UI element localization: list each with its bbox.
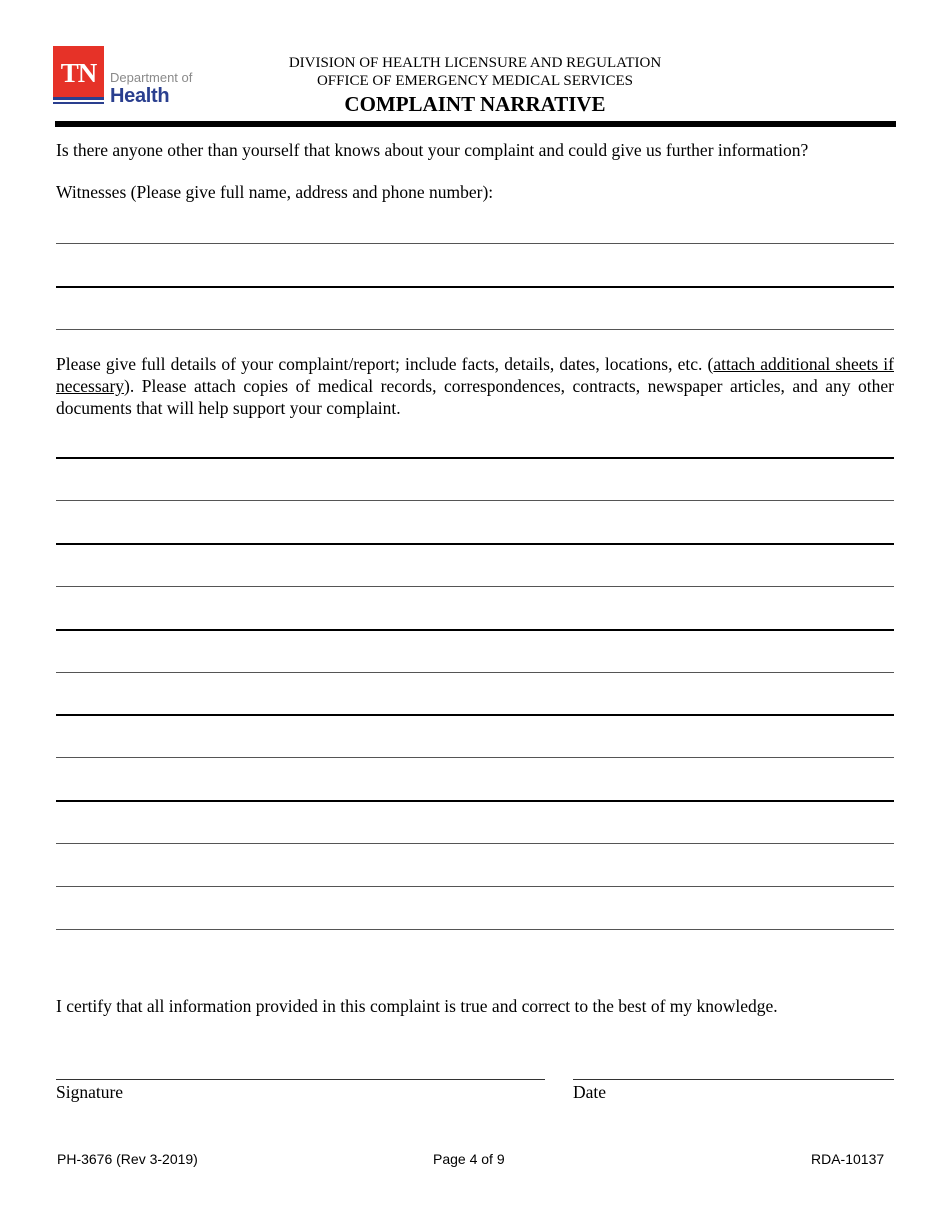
logo-health-text: Health — [110, 85, 170, 107]
page-title: COMPLAINT NARRATIVE — [344, 92, 606, 116]
division-name: DIVISION OF HEALTH LICENSURE AND REGULATION — [288, 55, 662, 71]
date-line[interactable] — [573, 1079, 894, 1080]
signature-label: Signature — [56, 1082, 124, 1102]
narrative-line-9[interactable] — [56, 800, 894, 802]
witness-line-2[interactable] — [56, 286, 894, 288]
logo-underline — [53, 97, 104, 100]
certification-statement: I certify that all information provided in this complaint is true and correct to the best of my knowledge. — [56, 996, 778, 1016]
narrative-line-1[interactable] — [56, 457, 894, 459]
logo-badge-text: TN — [60, 58, 97, 88]
form-id: PH-3676 (Rev 3-2019) — [57, 1151, 198, 1167]
details-text-end: ). Please attach copies of medical records, correspondences, contracts, newspaper articles, and any other documents that will help support your complaint. — [56, 376, 894, 418]
narrative-line-10[interactable] — [56, 843, 894, 844]
date-label: Date — [573, 1082, 607, 1102]
logo-underline-2 — [53, 102, 104, 104]
narrative-line-3[interactable] — [56, 543, 894, 545]
attach-sheets-note: attach additional sheets if necessary — [56, 354, 894, 396]
details-instructions — [56, 353, 894, 419]
page-number: Page 4 of 9 — [433, 1151, 505, 1167]
narrative-line-2[interactable] — [56, 500, 894, 501]
narrative-line-7[interactable] — [56, 714, 894, 716]
narrative-line-11[interactable] — [56, 886, 894, 887]
witness-line-1[interactable] — [56, 243, 894, 244]
signature-line[interactable] — [56, 1079, 545, 1080]
witness-line-3[interactable] — [56, 329, 894, 330]
logo-department-text: Department of — [110, 70, 193, 85]
details-text-start: Please give full details of your complaint/report; include facts, details, dates, locations, etc. ( — [56, 354, 714, 374]
narrative-line-8[interactable] — [56, 757, 894, 758]
office-name: OFFICE OF EMERGENCY MEDICAL SERVICES — [316, 73, 634, 89]
witness-question: Is there anyone other than yourself that knows about your complaint and could give us further information? — [56, 140, 809, 160]
narrative-line-5[interactable] — [56, 629, 894, 631]
narrative-line-12[interactable] — [56, 929, 894, 930]
narrative-line-4[interactable] — [56, 586, 894, 587]
witnesses-label: Witnesses (Please give full name, address and phone number): — [56, 182, 494, 202]
header-divider — [55, 121, 896, 127]
narrative-line-6[interactable] — [56, 672, 894, 673]
rda-number: RDA-10137 — [811, 1151, 885, 1167]
